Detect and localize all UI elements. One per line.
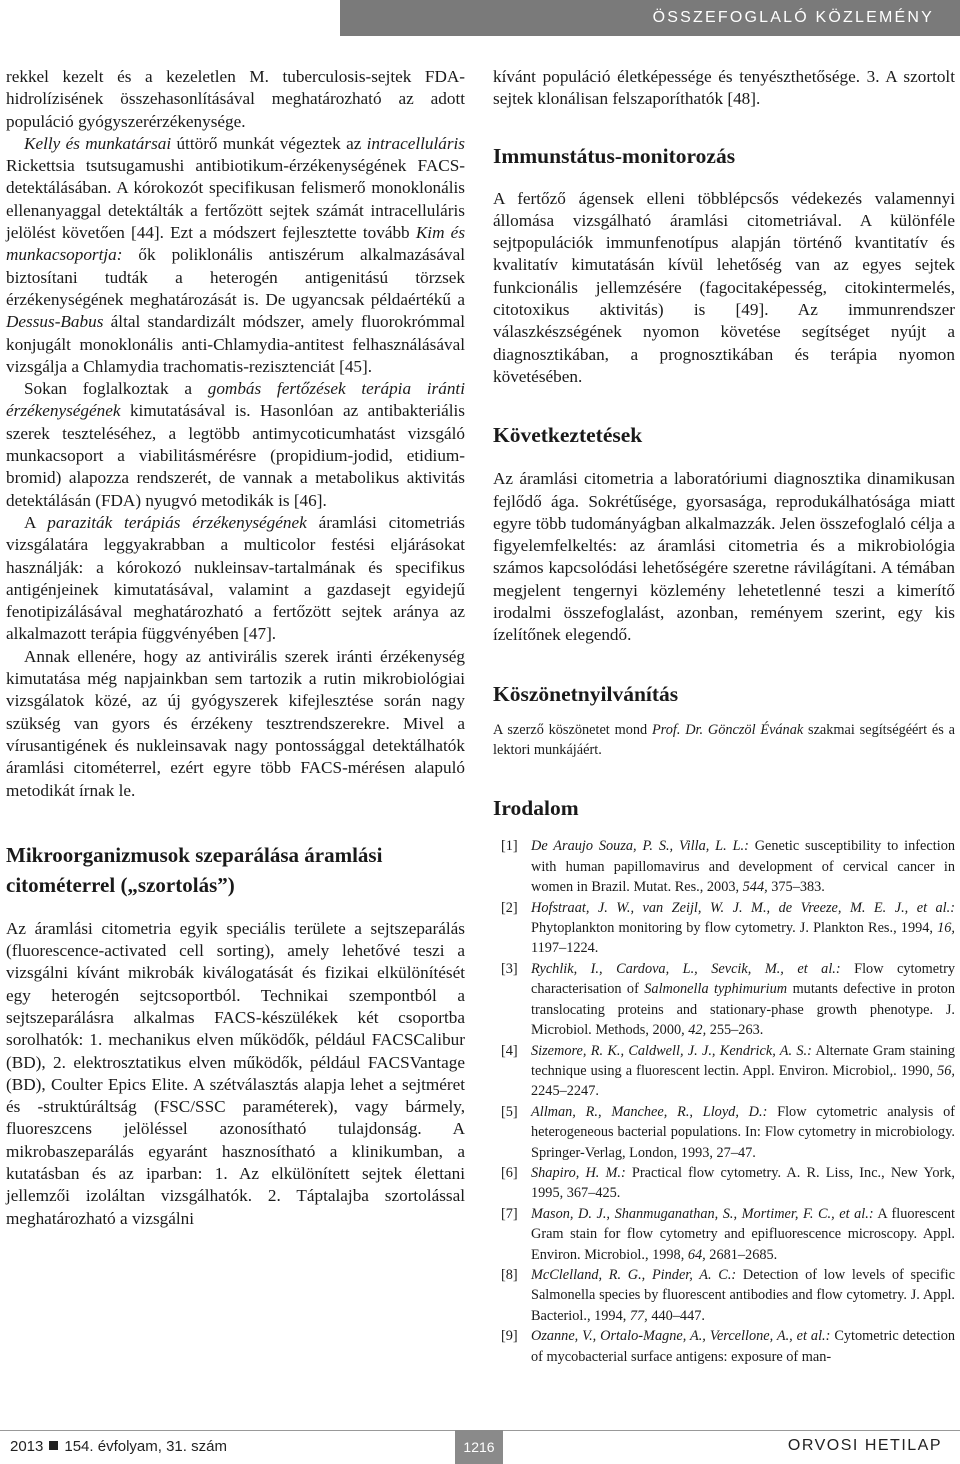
reference-text: Flow cytometric analysis of heterogeneous bacterial populations. In: Flow cytometry in microbiology. Springer-Verlag, London, 1993, 27–47. xyxy=(531,1103,955,1161)
reference-volume: 16, xyxy=(937,920,955,937)
reference-list xyxy=(493,836,955,1367)
italic-text: paraziták terápiás érzékenységének xyxy=(47,512,307,532)
text: ők poliklonális antiszérum alkalmazásával biztosítani tudták a heterogén antigenitású törzsek érzékenységének meghatározását is. De ugyancsak példaértékű a xyxy=(6,245,465,309)
reference-pages: 1197–1224. xyxy=(531,940,599,957)
paragraph: rekkel kezelt és a kezeletlen M. tuberculosis-sejtek FDA-hidrolízisének összehasonlításával meghatározható az adott populáció gyógyszerérzékenysége. xyxy=(6,67,465,131)
reference-item xyxy=(493,836,955,897)
reference-text: Detection of low levels of specific Salmonella species by fluorescent antibodies and flow cytometry. J. Appl. Bacteriol., 1994, xyxy=(531,1266,956,1324)
acknowledgement-text xyxy=(493,720,955,761)
reference-pages: 375–383. xyxy=(767,879,825,896)
text: úttörő munkát végeztek az xyxy=(171,133,367,153)
paragraph: Az áramlási citometria a laboratóriumi diagnosztika dinamikusan fejlődő ága. Sokrétűsége, gyorsasága, reprodukálhatósága miatt egyre több tudományágban alkalmazzák. Jelen összefoglaló célja a figyelemfelkeltés: az áramlási citometria és a mikrobiológia számos kapcsolódási lehetőségére szeretne rávilágítani. A témában megjelent tengernyi közlemény lehetetlenné teszi a kimerítő irodalmi összefoglalást, azonban, reményem szerint, egy kis ízelítőnek elegendő. xyxy=(493,469,955,645)
italic-text: intracelluláris xyxy=(366,133,465,153)
reference-pages: 2681–2685. xyxy=(705,1246,778,1263)
reference-item xyxy=(493,1265,955,1326)
reference-authors: Sizemore, R. K., Caldwell, J. J., Kendrick, A. S.: xyxy=(531,1042,812,1059)
reference-item xyxy=(493,898,955,959)
text: Sokan foglalkoztak a xyxy=(24,379,208,399)
year: 2013 xyxy=(10,1438,44,1455)
reference-number: [5] xyxy=(501,1103,518,1120)
reference-authors: De Araujo Souza, P. S., Villa, L. L.: xyxy=(531,838,749,855)
issue: 154. évfolyam, 31. szám xyxy=(64,1438,227,1455)
reference-text: A fluorescent Gram stain for flow cytometry and epifluorescence microscopy. Appl. Environ. Microbiol., 1998, xyxy=(531,1205,955,1263)
reference-authors: Mason, D. J., Shanmuganathan, S., Mortimer, F. C., et al.: xyxy=(531,1205,874,1222)
section-band xyxy=(340,0,960,36)
italic-text: gombás fertőzések terápia iránti érzékenységének xyxy=(6,379,465,421)
reference-species: Salmonella typhimurium xyxy=(644,981,788,998)
text: kimutatásával is. Hasonlóan az antibakteriális szerek teszteléséhez, a legtöbb antimycoticumhatást vizsgáló munkacsoport a viabilitásmérésre (propidium-jodid, etidium-bromid) alapozza rendszerét, de vannak a metabolikus aktivitás detektálásán (FDA) nyugvó metodikák is [46]. xyxy=(6,401,465,510)
reference-volume: 56, xyxy=(937,1062,955,1079)
square-bullet-icon xyxy=(49,1441,58,1450)
paragraph: kívánt populáció életképessége és tenyészthetősége. 3. A szortolt sejtek klonálisan felszaporíthatók [48]. xyxy=(493,67,955,109)
text: áramlási citometriás vizsgálatára leggyakrabban a multicolor festési eljárásokat használják: a kórokozó nukleinsav-tartalmának és specifikus antigénjeinek kimutatásával, valamint a gazdasejt egyidejű fenotipizálásával meghatározható a fertőzött sejtek aránya az alkalmazott terápia függvényében [47]. xyxy=(6,512,465,644)
reference-authors: Ozanne, V., Ortalo-Magne, A., Vercellone, A., et al.: xyxy=(531,1328,831,1345)
reference-item xyxy=(493,1041,955,1102)
journal-name: ORVOSI HETILAP xyxy=(787,1437,942,1454)
reference-number: [1] xyxy=(501,838,518,855)
italic-text: Dessus-Babus xyxy=(6,312,104,332)
reference-number: [3] xyxy=(501,960,518,977)
reference-authors: McClelland, R. G., Pinder, A. C.: xyxy=(531,1266,737,1283)
running-header xyxy=(0,0,960,40)
reference-item xyxy=(493,959,955,1041)
paragraph xyxy=(6,133,465,378)
reference-number: [7] xyxy=(501,1205,518,1222)
text: Rickettsia tsutsugamushi antibiotikum-érzékenységének FACS-detektálásában. A kórokozót specifikusan felismerő monoklonális ellenanyaggal detektálták a fertőzött sejtek számát intracelluláris jelölést követően [44]. Ezt a módszert fejlesztette tovább xyxy=(6,156,465,243)
section-heading: Következtetések xyxy=(493,423,643,448)
reference-authors: Allman, R., Manchee, R., Lloyd, D.: xyxy=(531,1103,768,1120)
section-label: ÖSSZEFOGLALÓ KÖZLEMÉNY xyxy=(652,9,934,26)
section-heading: Köszönetnyilvánítás xyxy=(493,681,679,706)
reference-number: [8] xyxy=(501,1266,518,1283)
reference-item xyxy=(493,1204,955,1265)
section-heading: Irodalom xyxy=(493,796,579,821)
reference-pages: 2245–2247. xyxy=(531,1083,599,1100)
reference-text: Flow cytometry characterisation of xyxy=(531,960,955,998)
page-number: 1216 xyxy=(455,1430,503,1464)
section-heading: Mikroorganizmusok szeparálása áramlási citométerrel („szortolás”) xyxy=(6,842,383,897)
reference-text: mutants defective in proton translocating proteins and stationary-phase growth phenotype. J. Microbiol. Methods, 2000, xyxy=(531,981,955,1039)
reference-pages: 440–447. xyxy=(647,1307,705,1324)
reference-volume: 64, xyxy=(687,1246,706,1263)
paragraph: Az áramlási citometria egyik speciális területe a sejtszeparálás (fluorescence-activated cell sorting), amely lehetővé teszi a vizsgálni kívánt mikrobák kiválogatását és fizikai elkülönítését egy heterogén sejtcsoportból. Technikai szempontból a sejtszeparálásra alkalmas FACS-készülékek két csoportba sorolhatók: 1. mechanikus elven működők, például FACSCalibur (BD), 2. elektrosztatikus elven működők, például FACSVantage (BD), Coulter Epics Elite. A szétválasztás alapja lehet a sejtméret és -struktúráltság (FSC/SSC paraméterek), vagy bármely, fluoreszcens jelöléssel azonosítható tulajdonság. A mikrobaszeparálás egyaránt hasznosítható a klinikumban, a kutatásban és az iparban: 1. Az elkülönített sejtek élettani jellemzői izoláltan vizsgálhatók. 2. Táptalajba szortolással meghatározható a vizsgálni xyxy=(6,918,465,1228)
reference-text: Genetic susceptibility to infection with human papillomavirus and development of cervical cancer in women in Brazil. Mutat. Res., 2003, xyxy=(531,838,955,896)
right-column xyxy=(493,66,955,1367)
reference-volume: 77, xyxy=(629,1307,648,1324)
text: A szerző köszönetet mond xyxy=(493,721,652,738)
italic-text: Kelly és munkatársai xyxy=(24,133,172,153)
text: szakmai segítségéért és a lektori munkájáért. xyxy=(493,721,955,759)
reference-number: [9] xyxy=(501,1328,518,1345)
running-footer xyxy=(0,1430,960,1464)
text: A xyxy=(24,512,48,532)
paragraph: A fertőző ágensek elleni többlépcsős védekezés valamennyi állomása vizsgálható áramlási citometriával. A különféle sejtpopulációk immunfenotípus alapján történő kvantitatív és kvalitatív kimutatásán kívül lehetőség van az egyes sejtek funkcionális jellemzésére (fagocitaképesség, citokintermelés, citotoxikus aktivitás) is [49]. Az immunrendszer válaszkészségének nyomon követése segítséget nyújt a diagnosztikában, a prognosztikában és terápia nyomon követésében. xyxy=(493,188,955,386)
italic-text: Kim és munkacsoportja: xyxy=(6,223,466,265)
section-heading: Immunstátus-monitorozás xyxy=(493,143,736,168)
left-column xyxy=(6,66,465,1230)
reference-number: [4] xyxy=(501,1042,518,1059)
reference-item xyxy=(493,1163,955,1204)
reference-text: Alternate Gram staining technique using a fluorescent lectin. Appl. Environ. Microbiol,. 1990, xyxy=(531,1042,955,1079)
reference-volume: 42, xyxy=(688,1022,707,1039)
reference-text: Practical flow cytometry. A. R. Liss, Inc., New York, 1995, 367–425. xyxy=(531,1164,955,1202)
reference-authors: Shapiro, H. M.: xyxy=(531,1164,626,1181)
reference-number: [6] xyxy=(501,1164,518,1181)
paragraph xyxy=(6,378,465,512)
reference-pages: 255–263. xyxy=(706,1022,764,1039)
reference-text: Cytometric detection of mycobacterial surface antigens: exposure of man- xyxy=(531,1328,955,1365)
issue-info xyxy=(10,1438,227,1455)
text: által standardizált módszer, amely fluorokrómmal konjugált monoklonális anti-Chlamydia-antitest felhasználásával vizsgálja a Chlamydia trachomatis-rezisztenciát [45]. xyxy=(6,312,465,376)
reference-item xyxy=(493,1102,955,1163)
reference-authors: Hofstraat, J. W., van Zeijl, W. J. M., de Vreeze, M. E. J., et al.: xyxy=(531,899,955,916)
paragraph xyxy=(6,512,465,646)
italic-text: Prof. Dr. Gönczöl Évának xyxy=(651,721,804,738)
reference-text: Phytoplankton monitoring by flow cytometry. J. Plankton Res., 1994, xyxy=(531,920,938,937)
paragraph: Annak ellenére, hogy az antivirális szerek iránti érzékenység kimutatása még napjainkban sem tartozik a rutin mikrobiológiai vizsgálatok közé, az új gyógyszerek kifejlesztése során nagy szükség van gyors és érzékeny tesztrendszerekre. Mivel a vírusantigének és nukleinsavak nagy pontossággal detektálhatók áramlási citométerrel, ezért egyre több FACS-mérésen alapuló metodikát írnak le. xyxy=(6,646,465,800)
reference-item xyxy=(493,1326,955,1367)
reference-volume: 544, xyxy=(742,879,768,896)
reference-authors: Rychlik, I., Cardova, L., Sevcik, M., et al.: xyxy=(531,960,841,977)
reference-number: [2] xyxy=(501,899,518,916)
